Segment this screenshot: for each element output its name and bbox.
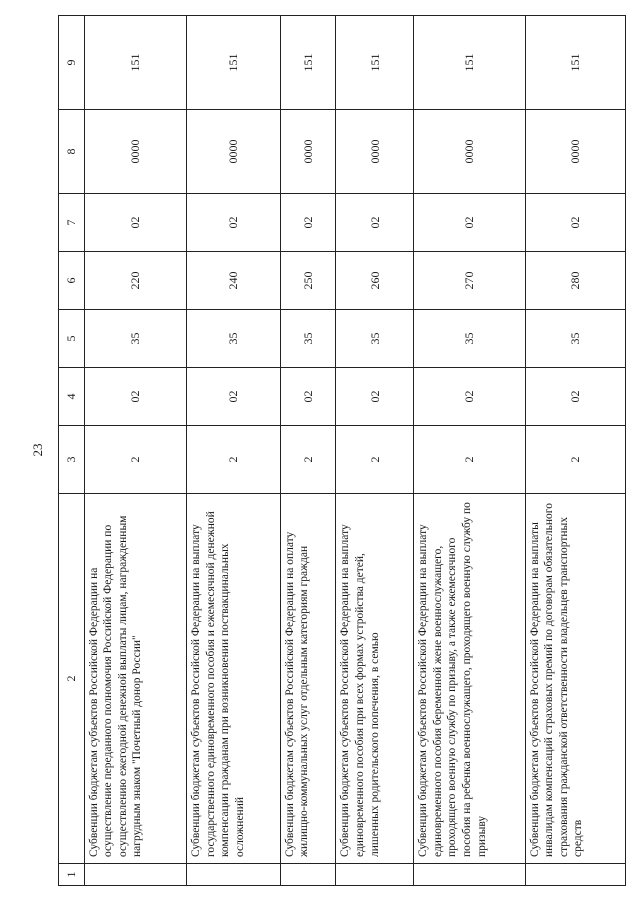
code-cell-7: 02 xyxy=(336,194,414,252)
table-row xyxy=(336,16,414,886)
code-cell-4: 02 xyxy=(336,368,414,426)
code-cell-4: 02 xyxy=(84,368,186,426)
code-cell-4: 02 xyxy=(187,368,281,426)
code-cell-6: 220 xyxy=(84,252,186,310)
code-cell-8: 0000 xyxy=(187,110,281,194)
code-cell-8: 0000 xyxy=(414,110,525,194)
code-cell-6: 270 xyxy=(414,252,525,310)
code-cell-6: 240 xyxy=(187,252,281,310)
code-cell-6: 280 xyxy=(525,252,625,310)
header-cell-9: 9 xyxy=(59,16,85,110)
code-cell-7: 02 xyxy=(414,194,525,252)
table-row xyxy=(414,16,525,886)
table-row xyxy=(280,16,336,886)
description-cell: Субвенции бюджетам субъектов Российской Федерации на выплаты инвалидам компенсаций страховых премий по договорам обязательного страхования гражданской ответственности владельцев транспортных средств xyxy=(525,494,625,864)
header-cell-3: 3 xyxy=(59,426,85,494)
description-cell: Субвенции бюджетам субъектов Российской Федерации на выплату единовременного пособия беременной жене военнослужащего, проходящего военную службу по призыву, а также ежемесячного пособия на ребенка военнослужащего, проходящего военную службу по призыву xyxy=(414,494,525,864)
code-cell-4: 02 xyxy=(414,368,525,426)
code-cell-5: 35 xyxy=(187,310,281,368)
code-cell-8: 0000 xyxy=(280,110,336,194)
row-number-cell xyxy=(336,864,414,886)
description-cell: Субвенции бюджетам субъектов Российской Федерации на осуществление переданного полномочия Российской Федерации по осуществлению ежегодной денежной выплаты лицам, награжденным нагрудным знаком "Почетный донор России" xyxy=(84,494,186,864)
code-cell-4: 02 xyxy=(280,368,336,426)
code-cell-7: 02 xyxy=(187,194,281,252)
row-number-cell xyxy=(187,864,281,886)
code-cell-5: 35 xyxy=(84,310,186,368)
code-cell-7: 02 xyxy=(84,194,186,252)
code-cell-3: 2 xyxy=(336,426,414,494)
header-cell-8: 8 xyxy=(59,110,85,194)
code-cell-3: 2 xyxy=(525,426,625,494)
header-cell-6: 6 xyxy=(59,252,85,310)
code-cell-8: 0000 xyxy=(525,110,625,194)
header-cell-7: 7 xyxy=(59,194,85,252)
code-cell-9: 151 xyxy=(84,16,186,110)
header-row xyxy=(59,16,85,886)
code-cell-5: 35 xyxy=(336,310,414,368)
row-number-cell xyxy=(280,864,336,886)
table-row xyxy=(84,16,186,886)
code-cell-4: 02 xyxy=(525,368,625,426)
code-cell-9: 151 xyxy=(414,16,525,110)
row-number-cell xyxy=(414,864,525,886)
code-cell-7: 02 xyxy=(280,194,336,252)
row-number-cell xyxy=(84,864,186,886)
rotated-table-frame xyxy=(58,16,626,886)
code-cell-3: 2 xyxy=(280,426,336,494)
code-cell-7: 02 xyxy=(525,194,625,252)
table-row xyxy=(525,16,625,886)
code-cell-6: 250 xyxy=(280,252,336,310)
header-cell-5: 5 xyxy=(59,310,85,368)
description-cell: Субвенции бюджетам субъектов Российской Федерации на оплату жилищно-коммунальных услуг отдельным категориям граждан xyxy=(280,494,336,864)
page-number: 23 xyxy=(30,443,45,457)
table-row xyxy=(187,16,281,886)
row-number-cell xyxy=(525,864,625,886)
code-cell-3: 2 xyxy=(414,426,525,494)
code-cell-9: 151 xyxy=(280,16,336,110)
code-cell-9: 151 xyxy=(336,16,414,110)
description-cell: Субвенции бюджетам субъектов Российской Федерации на выплату государственного единовременного пособия и ежемесячной денежной компенсации гражданам при возникновении поствакцинальных осложнений xyxy=(187,494,281,864)
code-cell-6: 260 xyxy=(336,252,414,310)
code-cell-3: 2 xyxy=(187,426,281,494)
description-cell: Субвенции бюджетам субъектов Российской Федерации на выплату единовременного пособия при всех формах устройства детей, лишенных родительского попечения, в семью xyxy=(336,494,414,864)
code-cell-5: 35 xyxy=(414,310,525,368)
code-cell-5: 35 xyxy=(525,310,625,368)
code-cell-8: 0000 xyxy=(84,110,186,194)
header-cell-1: 1 xyxy=(59,864,85,886)
code-cell-9: 151 xyxy=(525,16,625,110)
code-cell-5: 35 xyxy=(280,310,336,368)
header-cell-2: 2 xyxy=(59,494,85,864)
code-cell-3: 2 xyxy=(84,426,186,494)
budget-classification-table xyxy=(58,15,626,886)
code-cell-9: 151 xyxy=(187,16,281,110)
code-cell-8: 0000 xyxy=(336,110,414,194)
header-cell-4: 4 xyxy=(59,368,85,426)
